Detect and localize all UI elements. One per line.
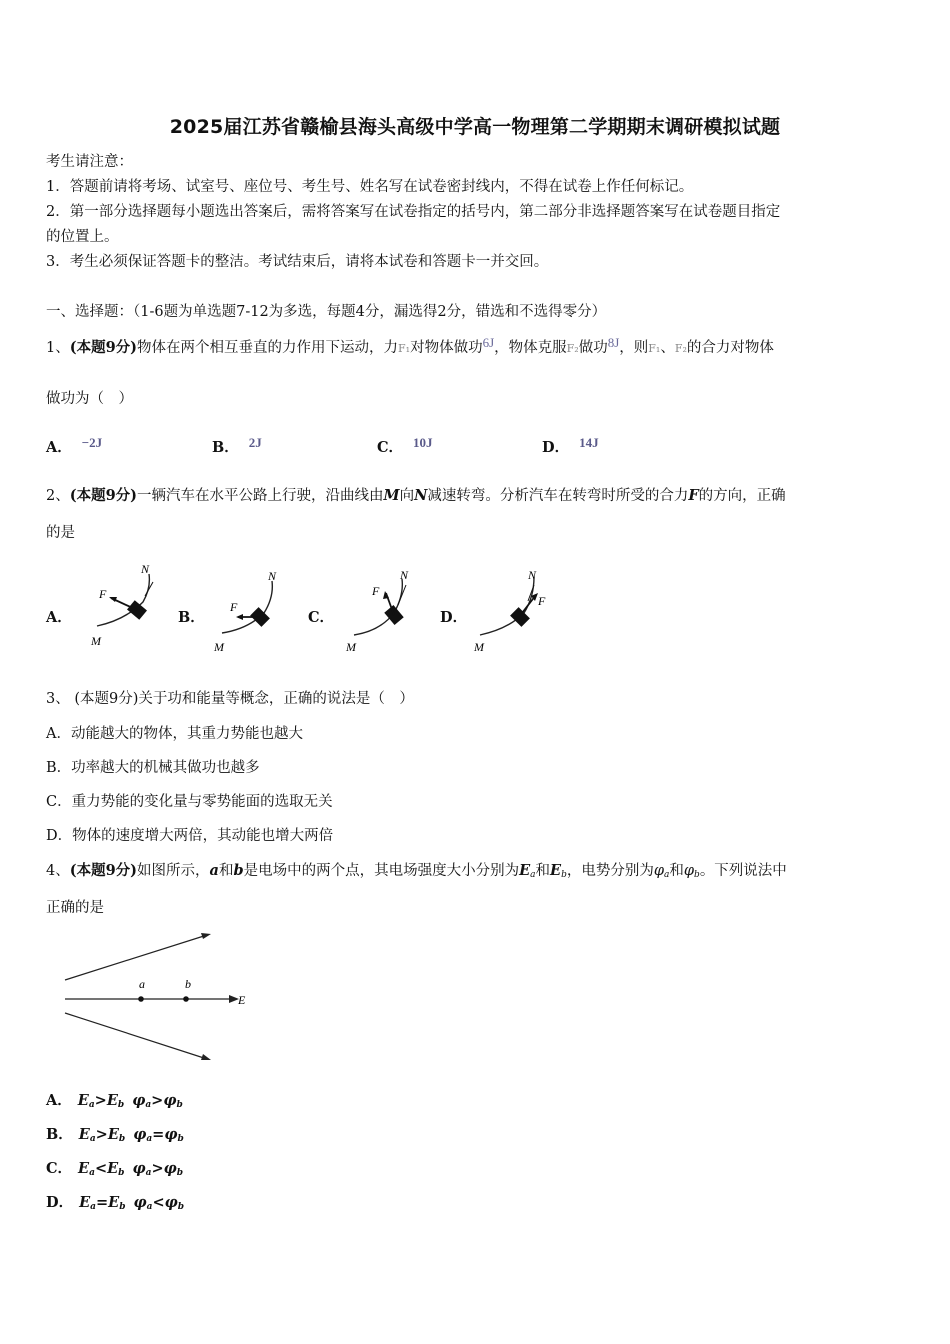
q2-figure-d bbox=[470, 563, 560, 658]
q4-stem-line2: 正确的是 bbox=[46, 900, 104, 916]
q4-text-4: 和 bbox=[535, 863, 551, 879]
q1-option-b[interactable]: B． 2J bbox=[212, 435, 262, 456]
q1-work-2: 8J bbox=[607, 335, 620, 350]
q3-stem: 3、 (本题9分)关于功和能量等概念，正确的说法是（ ） bbox=[46, 691, 414, 707]
q4-phia-sub: a bbox=[664, 870, 670, 880]
q3-option-d[interactable]: D．物体的速度增大两倍，其动能也增大两倍 bbox=[46, 828, 334, 844]
notice-item-2: 2．第一部分选择题每小题选出答案后，需将答案写在试卷指定的括号内，第二部分非选择题答案写在试卷题目指定 bbox=[46, 204, 781, 220]
q1-text-4: 做功 bbox=[578, 340, 608, 356]
q4-text-6: 和 bbox=[669, 863, 684, 879]
q2-option-d-label[interactable]: D． bbox=[440, 609, 468, 626]
q2-figure-b bbox=[210, 563, 290, 658]
q4-option-c[interactable]: C． Ea<Eb φa>φb bbox=[46, 1160, 184, 1178]
q4-option-a[interactable]: A． Ea>Eb φa>φb bbox=[46, 1092, 183, 1110]
q4-text-3: 是电场中的两个点，其电场强度大小分别为 bbox=[243, 863, 520, 879]
q4-field-diagram bbox=[55, 925, 265, 1065]
q2-num: 2、 bbox=[46, 488, 70, 504]
q2-b-m-label: M bbox=[214, 640, 224, 654]
q4-text-2: 和 bbox=[218, 863, 234, 879]
q2-n: N bbox=[414, 487, 428, 504]
q1-f1: F₁ bbox=[398, 342, 411, 355]
q2-c-f-label: F bbox=[372, 584, 380, 598]
field-e-label: E bbox=[238, 993, 246, 1007]
q1-f2: F₂ bbox=[566, 342, 579, 355]
q1-text-3: ，物体克服 bbox=[494, 340, 567, 356]
q4-b: b bbox=[233, 862, 244, 879]
q1-num: 1、 bbox=[46, 340, 70, 356]
q1-option-c[interactable]: C． 10J bbox=[377, 435, 433, 456]
q2-figure-c bbox=[340, 565, 420, 660]
q1-stem bbox=[46, 335, 774, 359]
q2-option-b-label[interactable]: B． bbox=[178, 609, 205, 626]
q2-f: F bbox=[688, 487, 699, 504]
q2-text-2: 向 bbox=[399, 488, 415, 504]
q4-option-d[interactable]: D． Ea=Eb φa<φb bbox=[46, 1194, 185, 1212]
section-heading: 一、选择题：（1-6题为单选题7-12为多选，每题4分，漏选得2分，错选和不选得零分） bbox=[46, 304, 607, 320]
q2-a-n-label: N bbox=[141, 562, 150, 576]
q1-stem-line2: 做功为（ ） bbox=[46, 391, 133, 407]
q2-m: M bbox=[383, 487, 400, 504]
q1-sep: 、 bbox=[660, 340, 675, 356]
q3-option-b[interactable]: B．功率越大的机械其做功也越多 bbox=[46, 760, 260, 776]
q4-score: (本题9分) bbox=[69, 862, 138, 879]
q1-text-2: 对物体做功 bbox=[410, 340, 483, 356]
point-b bbox=[183, 996, 189, 1002]
q1-score: (本题9分) bbox=[69, 339, 138, 356]
q4-text-7: 。下列说法中 bbox=[699, 863, 787, 879]
q2-stem-line2: 的是 bbox=[46, 525, 75, 541]
q4-text-1: 如图所示， bbox=[137, 863, 210, 879]
q4-Eb: E bbox=[550, 862, 562, 879]
q2-b-n-label: N bbox=[268, 569, 277, 583]
q2-d-n-label: N bbox=[528, 568, 537, 582]
q4-a: a bbox=[209, 862, 219, 879]
q2-d-m-label: M bbox=[474, 640, 484, 654]
field-line-upper bbox=[65, 935, 207, 980]
notice-item-3: 3．考生必须保证答题卡的整洁。考试结束后，请将本试卷和答题卡一并交回。 bbox=[46, 254, 549, 270]
q2-a-m-label: M bbox=[91, 634, 101, 648]
q2-d-f-label: F bbox=[538, 594, 546, 608]
q2-stem bbox=[46, 486, 786, 506]
q1-work-1: 6J bbox=[482, 335, 495, 350]
notice-heading: 考生请注意： bbox=[46, 154, 133, 170]
q4-stem bbox=[46, 861, 787, 885]
q2-c-n-label: N bbox=[400, 568, 409, 582]
q4-Eb-sub: b bbox=[561, 870, 567, 880]
q1-option-a[interactable]: A． −2J bbox=[46, 435, 103, 456]
q2-b-f-label: F bbox=[230, 600, 238, 614]
q4-option-b[interactable]: B． Ea>Eb φa=φb bbox=[46, 1126, 184, 1144]
q1-text-1: 物体在两个相互垂直的力作用下运动，力 bbox=[137, 340, 399, 356]
q4-Ea: E bbox=[519, 862, 531, 879]
q4-phib-sub: b bbox=[694, 870, 700, 880]
point-a-label: a bbox=[139, 977, 145, 991]
q1-option-d[interactable]: D． 14J bbox=[542, 435, 599, 456]
q4-text-5: ，电势分别为 bbox=[566, 863, 654, 879]
q2-text-3: 减速转弯。分析汽车在转弯时所受的合力 bbox=[427, 488, 689, 504]
q2-option-c-label[interactable]: C． bbox=[308, 609, 335, 626]
q1-text-5: ，则 bbox=[619, 340, 649, 356]
notice-item-1: 1．答题前请将考场、试室号、座位号、考生号、姓名写在试卷密封线内，不得在试卷上作任何标记。 bbox=[46, 179, 694, 195]
q1-f1b: F₁ bbox=[648, 342, 661, 355]
point-b-label: b bbox=[185, 977, 191, 991]
q2-score: (本题9分) bbox=[69, 487, 138, 504]
field-line-lower bbox=[65, 1013, 207, 1059]
q4-num: 4、 bbox=[46, 863, 70, 879]
q2-c-m-label: M bbox=[346, 640, 356, 654]
point-a bbox=[138, 996, 144, 1002]
q3-option-c[interactable]: C．重力势能的变化量与零势能面的选取无关 bbox=[46, 794, 333, 810]
q2-figure-a bbox=[85, 560, 165, 655]
q2-a-f-label: F bbox=[99, 587, 107, 601]
q2-option-a-label[interactable]: A． bbox=[46, 609, 72, 626]
q4-phib: φ bbox=[683, 863, 695, 879]
q2-text-1: 一辆汽车在水平公路上行驶，沿曲线由 bbox=[137, 488, 384, 504]
notice-item-2-cont: 的位置上。 bbox=[46, 229, 119, 245]
q2-text-4: 的方向，正确 bbox=[698, 488, 786, 504]
q1-text-6: 的合力对物体 bbox=[686, 340, 774, 356]
q4-Ea-sub: a bbox=[530, 870, 536, 880]
q4-phia: φ bbox=[653, 863, 665, 879]
q3-option-a[interactable]: A．动能越大的物体，其重力势能也越大 bbox=[46, 726, 303, 742]
q1-f2b: F₂ bbox=[674, 342, 687, 355]
page-title: 2025届江苏省赣榆县海头高级中学高一物理第二学期期末调研模拟试题 bbox=[169, 116, 781, 138]
